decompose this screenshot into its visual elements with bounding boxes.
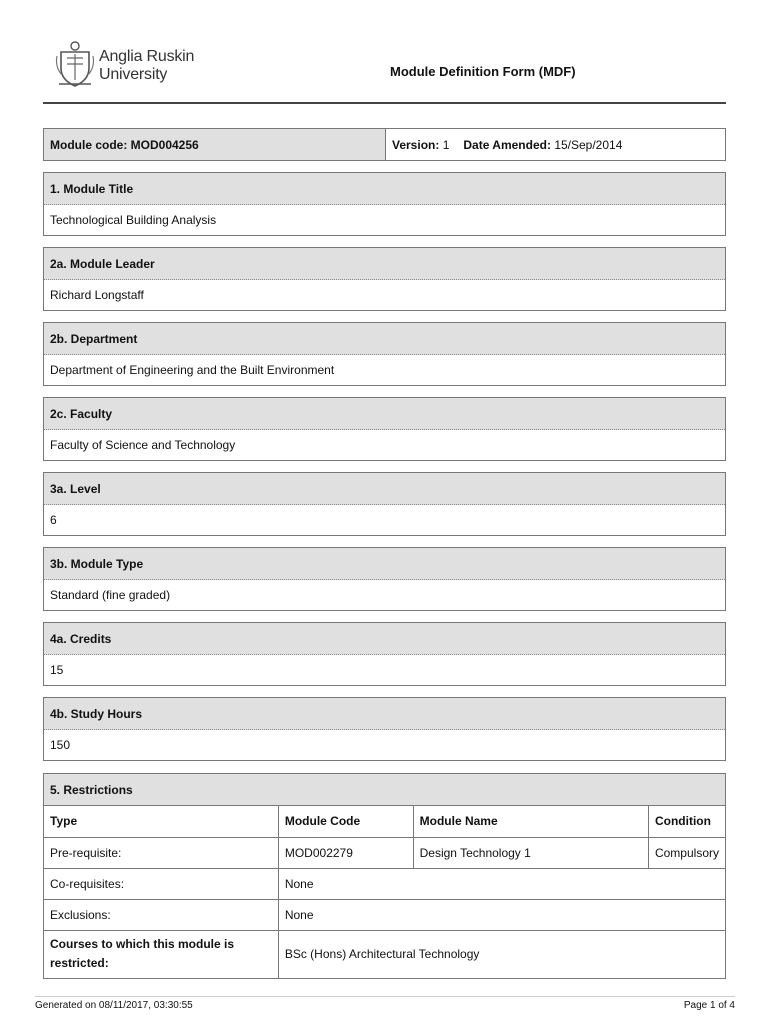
logo-text-line1: Anglia Ruskin xyxy=(99,48,195,65)
section-heading: 1. Module Title xyxy=(44,173,725,205)
column-header-module-name: Module Name xyxy=(413,806,648,837)
date-amended-value: 15/Sep/2014 xyxy=(554,137,623,152)
prereq-type: Pre-requisite: xyxy=(44,837,278,868)
university-logo xyxy=(55,36,225,92)
version-value: 1 xyxy=(442,137,450,152)
prereq-name: Design Technology 1 xyxy=(413,837,648,868)
version-label: Version: xyxy=(392,137,440,152)
section-faculty xyxy=(43,397,726,461)
section-heading: 5. Restrictions xyxy=(44,774,725,806)
section-value: 150 xyxy=(50,738,71,752)
section-heading: 4b. Study Hours xyxy=(44,698,725,730)
section-heading: 2a. Module Leader xyxy=(44,248,725,280)
module-code: Module code: MOD004256 xyxy=(44,129,386,160)
section-heading: 4a. Credits xyxy=(44,623,725,655)
logo-text-line2: University xyxy=(99,66,168,83)
section-heading: 3b. Module Type xyxy=(44,548,725,580)
section-value: Technological Building Analysis xyxy=(50,213,217,227)
section-module-type xyxy=(43,547,726,611)
exclusions-value: None xyxy=(278,899,725,930)
section-heading: 2b. Department xyxy=(44,323,725,355)
page-number: Page 1 of 4 xyxy=(683,1000,735,1011)
courses-type: Courses to which this module is restricted: xyxy=(44,930,278,978)
exclusions-type: Exclusions: xyxy=(44,899,278,930)
section-value: 15 xyxy=(50,663,64,677)
prereq-code: MOD002279 xyxy=(278,837,413,868)
page-title: Module Definition Form (MDF) xyxy=(390,64,576,79)
column-header-condition: Condition xyxy=(648,806,725,837)
table-row xyxy=(44,899,725,930)
prereq-condition: Compulsory xyxy=(648,837,725,868)
column-header-type: Type xyxy=(44,806,278,837)
section-heading: 3a. Level xyxy=(44,473,725,505)
generated-timestamp: Generated on 08/11/2017, 03:30:55 xyxy=(35,1000,193,1011)
section-value: Faculty of Science and Technology xyxy=(50,438,236,452)
crest-icon xyxy=(55,38,95,88)
section-value: Richard Longstaff xyxy=(50,288,144,302)
table-header-row xyxy=(44,806,725,837)
section-level xyxy=(43,472,726,536)
section-value: 6 xyxy=(50,513,57,527)
section-restrictions xyxy=(43,773,726,979)
section-module-title xyxy=(43,172,726,236)
section-credits xyxy=(43,622,726,686)
section-heading: 2c. Faculty xyxy=(44,398,725,430)
module-code-row xyxy=(43,128,726,161)
section-value: Standard (fine graded) xyxy=(50,588,171,602)
section-department xyxy=(43,322,726,386)
table-row xyxy=(44,837,725,868)
date-amended-label: Date Amended: xyxy=(463,137,551,152)
table-row xyxy=(44,868,725,899)
section-value: Department of Engineering and the Built Environment xyxy=(50,363,335,377)
page-header xyxy=(43,36,726,104)
courses-value: BSc (Hons) Architectural Technology xyxy=(278,930,725,978)
table-row xyxy=(44,930,725,978)
section-study-hours xyxy=(43,697,726,761)
page-footer xyxy=(35,996,735,1012)
restrictions-table xyxy=(44,806,725,978)
version-info xyxy=(386,129,725,160)
coreq-type: Co-requisites: xyxy=(44,868,278,899)
section-module-leader xyxy=(43,247,726,311)
coreq-value: None xyxy=(278,868,725,899)
column-header-module-code: Module Code xyxy=(278,806,413,837)
